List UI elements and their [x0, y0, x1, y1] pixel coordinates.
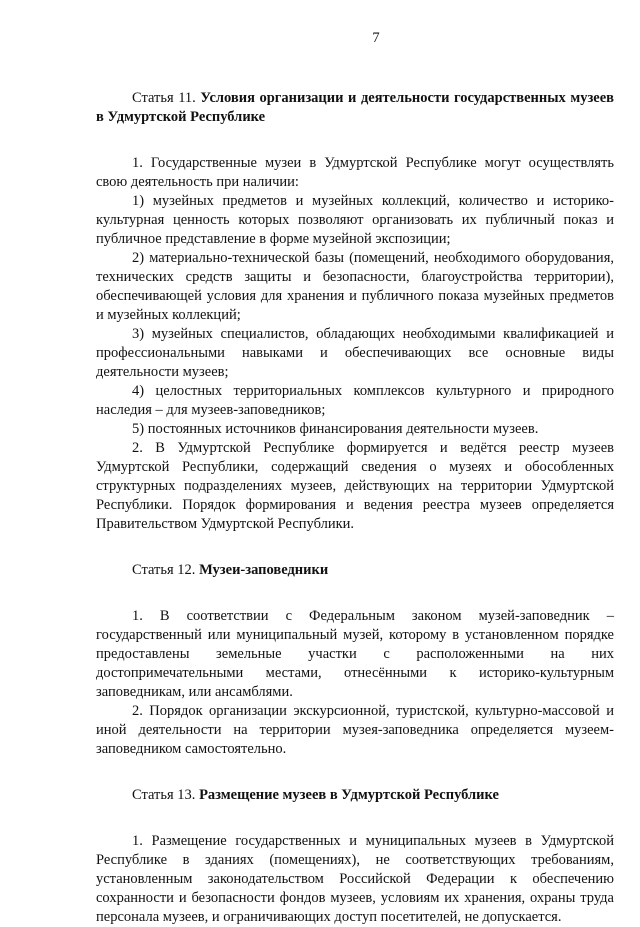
article-11-title: Условия организации и деятельности государственных музеев в Удмуртской Республике	[96, 90, 614, 125]
article-13-title: Размещение музеев в Удмуртской Республике	[199, 787, 499, 803]
article-11-paragraph: 2) материально-технической базы (помещений, необходимого оборудования, технических средств защиты и безопасности, благоустройства территории), обеспечивающей условия для хранения и публичного показа музейных предметов и музейных коллекций;	[96, 250, 614, 323]
article-13-prefix: Статья 13.	[132, 787, 196, 803]
article-11-paragraph: 5) постоянных источников финансирования деятельности музеев.	[132, 421, 539, 437]
article-11-paragraph: 2. В Удмуртской Республике формируется и ведётся реестр музеев Удмуртской Республики, содержащий сведения о музеях и обособленных структурных подразделениях музеев, действующих на территории Удмуртской Республики. Порядок формирования и ведения реестра музеев определяется Правительством Удмуртской Республики.	[96, 440, 614, 532]
article-13	[96, 786, 614, 927]
article-12-title: Музеи-заповедники	[199, 562, 329, 578]
article-11	[96, 89, 614, 534]
article-12-heading	[96, 561, 614, 580]
article-11-paragraph: 1) музейных предметов и музейных коллекций, количество и историко-культурная ценность которых позволяют организовать их публичный показ и публичное представление в форме музейной экспозиции;	[96, 193, 614, 247]
article-12-paragraph: 2. Порядок организации экскурсионной, туристской, культурно-массовой и иной деятельности на территории музея-заповедника определяется музеем-заповедником самостоятельно.	[96, 703, 614, 757]
article-11-prefix: Статья 11.	[132, 90, 196, 106]
article-11-paragraph: 3) музейных специалистов, обладающих необходимыми квалификацией и профессиональными навыками и обеспечивающих все основные виды деятельности музеев;	[96, 326, 614, 380]
article-12	[96, 561, 614, 759]
article-13-heading	[96, 786, 614, 805]
article-12-prefix: Статья 12.	[132, 562, 196, 578]
article-12-paragraph: 1. В соответствии с Федеральным законом музей-заповедник – государственный или муниципальный музей, которому в установленном порядке предоставлены земельные участки с расположенными на них достопримечательными местами, отнесёнными к историко-культурным заповедникам, или ансамблями.	[96, 608, 614, 700]
article-11-paragraph: 4) целостных территориальных комплексов культурного и природного наследия – для музеев-заповедников;	[96, 383, 614, 418]
article-13-paragraph: 1. Размещение государственных и муниципальных музеев в Удмуртской Республике в зданиях (помещениях), не соответствующих требованиям, установленным законодательством Российской Федерации к обеспечению сохранности и безопасности фондов музеев, условиям их хранения, охраны труда персонала музеев, и ограничивающих доступ посетителей, не допускается.	[96, 833, 614, 925]
article-11-paragraph: 1. Государственные музеи в Удмуртской Республике могут осуществлять свою деятельность при наличии:	[96, 155, 614, 190]
page-number: 7	[372, 30, 380, 46]
article-11-heading	[96, 89, 614, 127]
